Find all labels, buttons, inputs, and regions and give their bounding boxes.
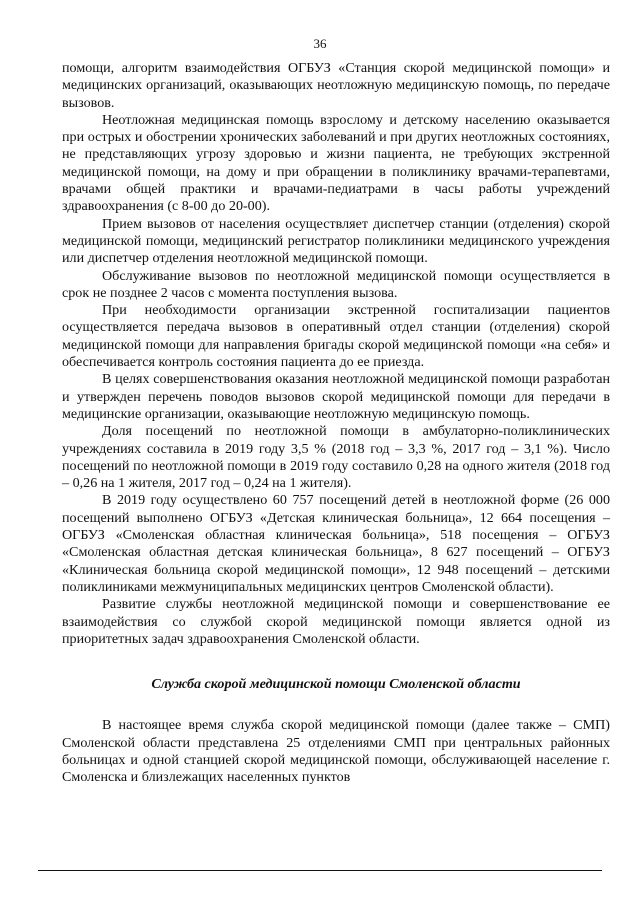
document-body <box>62 60 610 787</box>
paragraph: Развитие службы неотложной медицинской помощи и совершенствование ее взаимодействия со службой скорой медицинской помощи является одной из приоритетных задач здравоохранения Смоленской области. <box>62 596 610 647</box>
paragraph: В 2019 году осуществлено 60 757 посещений детей в неотложной форме (26 000 посещений выполнено ОГБУЗ «Детская клиническая больница», 12 664 посещения – ОГБУЗ «Смоленская областная клиническая больница», 518 посещения – ОГБУЗ «Смоленская областная детская клиническая больница», 8 627 посещений – ОГБУЗ «Клиническая больница скорой медицинской помощи», 12 948 посещений – детскими поликлиниками межмуниципальных медицинских центров Смоленской области). <box>62 492 610 595</box>
paragraph: В настоящее время служба скорой медицинской помощи (далее также – СМП) Смоленской области представлена 25 отделениями СМП при центральных районных больницах и одной станцией скорой медицинской помощи, обслуживающей население г. Смоленска и близлежащих населенных пунктов <box>62 717 610 786</box>
paragraph: помощи, алгоритм взаимодействия ОГБУЗ «Станция скорой медицинской помощи» и медицинских организаций, оказывающих неотложную медицинскую помощь, по передаче вызовов. <box>62 60 610 111</box>
paragraph: Обслуживание вызовов по неотложной медицинской помощи осуществляется в срок не позднее 2 часов с момента поступления вызова. <box>62 267 610 301</box>
paragraph: Доля посещений по неотложной помощи в амбулаторно-поликлинических учреждениях составила в 2019 году 3,5 % (2018 год – 3,3 %, 2017 год – 3,1 %). Число посещений по неотложной помощи в 2019 году составило 0,28 на одного жителя (2018 год – 0,26 на 1 жителя, 2017 год – 0,24 на 1 жителя). <box>62 423 610 492</box>
paragraph: При необходимости организации экстренной госпитализации пациентов осуществляется передача вызовов в оперативный отдел станции (отделения) скорой медицинской помощи для направления бригады скорой медицинской помощи «на себя» и обеспечивается контроль состояния пациента до ее приезда. <box>62 302 610 371</box>
section-heading: Служба скорой медицинской помощи Смоленской области <box>151 676 521 693</box>
page-number: 36 <box>313 36 327 51</box>
paragraph: Неотложная медицинская помощь взрослому и детскому населению оказывается при острых и обострении хронических заболеваний и при других неотложных состояниях, не представляющих угрозу здоровью и жизни пациента, не требующих экстренной медицинской помощи, на дому и при обращении в поликлинику врачами-терапевтами, врачами общей практики и врачами-педиатрами в часы работы учреждений здравоохранения (с 8-00 до 20-00). <box>62 111 610 215</box>
paragraph: В целях совершенствования оказания неотложной медицинской помощи разработан и утвержден перечень поводов вызовов скорой медицинской помощи для передачи в медицинские организации, оказывающие неотложную медицинскую помощь. <box>62 371 610 422</box>
bottom-rule <box>38 870 602 871</box>
paragraph: Прием вызовов от населения осуществляет диспетчер станции (отделения) скорой медицинской помощи, медицинский регистратор поликлиники медицинского учреждения или диспетчер отделения неотложной медицинской помощи. <box>62 215 610 267</box>
